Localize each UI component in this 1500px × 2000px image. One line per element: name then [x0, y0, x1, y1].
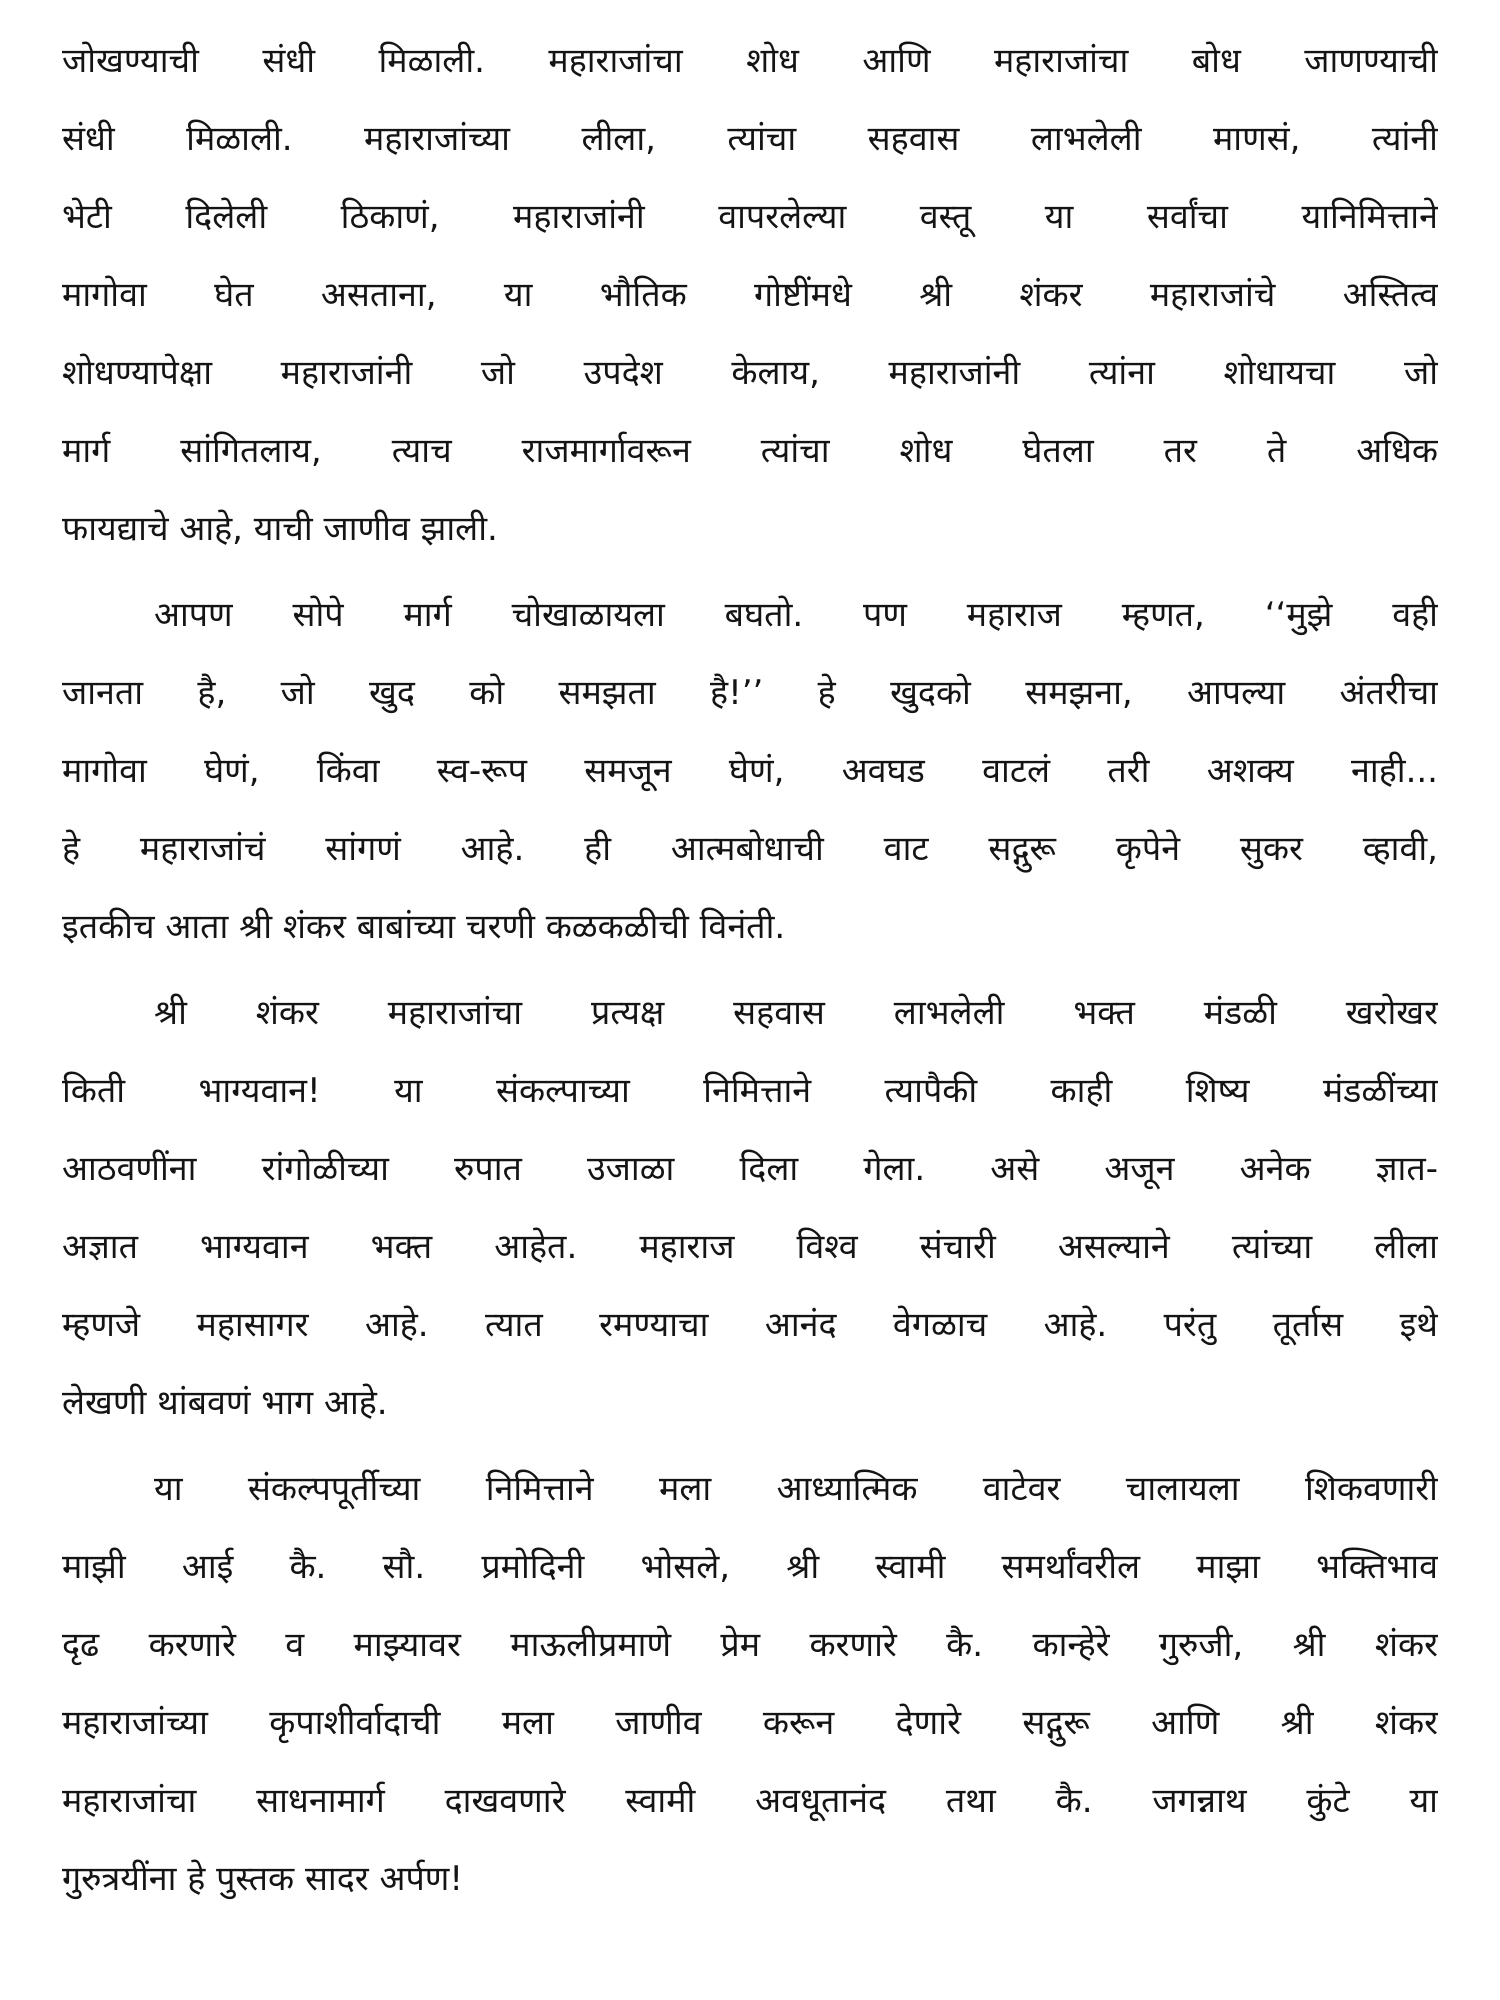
paragraph-3	[62, 974, 1438, 1442]
text-line: या संकल्पपूर्तीच्या निमित्ताने मला आध्यात्मिक वाटेवर चालायला शिकवणारी	[154, 1469, 1438, 1509]
text-line: इतकीच आता श्री शंकर बाबांच्या चरणी कळकळीची विनंती.	[62, 907, 786, 947]
text-line: मागोवा घेणं, किंवा स्व-रूप समजून घेणं, अवघड वाटलं तरी अशक्य नाही...	[62, 751, 1438, 791]
paragraph-2	[62, 576, 1438, 966]
text-line: जानता है, जो खुद को समझता है!’’ हे खुदको समझना, आपल्या अंतरीचा	[62, 673, 1438, 713]
text-line: गुरुत्रयींना हे पुस्तक सादर अर्पण!	[62, 1859, 464, 1899]
paragraph-4	[62, 1450, 1438, 1918]
text-line: म्हणजे महासागर आहे. त्यात रमण्याचा आनंद वेगळाच आहे. परंतु तूर्तास इथे	[62, 1305, 1438, 1345]
text-line: आठवणींना रांगोळीच्या रुपात उजाळा दिला गेला. असे अजून अनेक ज्ञात-	[62, 1149, 1438, 1189]
text-line: दृढ करणारे व माझ्यावर माऊलीप्रमाणे प्रेम करणारे कै. कान्हेरे गुरुजी, श्री शंकर	[62, 1625, 1438, 1665]
text-line: आपण सोपे मार्ग चोखाळायला बघतो. पण महाराज म्हणत, ‘‘मुझे वही	[154, 595, 1438, 635]
text-line: जोखण्याची संधी मिळाली. महाराजांचा शोध आणि महाराजांचा बोध जाणण्याची	[62, 41, 1438, 81]
paragraph-1	[62, 22, 1438, 568]
text-line: किती भाग्यवान! या संकल्पाच्या निमित्ताने त्यापैकी काही शिष्य मंडळींच्या	[62, 1071, 1438, 1111]
text-line: हे महाराजांचं सांगणं आहे. ही आत्मबोधाची वाट सद्गुरू कृपेने सुकर व्हावी,	[62, 829, 1438, 869]
paragraph-gap	[62, 1442, 1438, 1450]
text-line: मार्ग सांगितलाय, त्याच राजमार्गावरून त्यांचा शोध घेतला तर ते अधिक	[62, 431, 1438, 471]
text-line: भेटी दिलेली ठिकाणं, महाराजांनी वापरलेल्या वस्तू या सर्वांचा यानिमित्ताने	[62, 197, 1438, 237]
text-line: माझी आई कै. सौ. प्रमोदिनी भोसले, श्री स्वामी समर्थांवरील माझा भक्तिभाव	[62, 1547, 1438, 1587]
text-line: श्री शंकर महाराजांचा प्रत्यक्ष सहवास लाभलेली भक्त मंडळी खरोखर	[154, 993, 1438, 1033]
text-line: लेखणी थांबवणं भाग आहे.	[62, 1383, 388, 1423]
text-line: महाराजांच्या कृपाशीर्वादाची मला जाणीव करून देणारे सद्गुरू आणि श्री शंकर	[62, 1703, 1438, 1743]
text-line: फायद्याचे आहे, याची जाणीव झाली.	[62, 509, 498, 549]
text-line: महाराजांचा साधनामार्ग दाखवणारे स्वामी अवधूतानंद तथा कै. जगन्नाथ कुंटे या	[62, 1781, 1438, 1821]
paragraph-gap	[62, 568, 1438, 576]
paragraph-gap	[62, 966, 1438, 974]
text-line: संधी मिळाली. महाराजांच्या लीला, त्यांचा सहवास लाभलेली माणसं, त्यांनी	[62, 119, 1438, 159]
text-line: शोधण्यापेक्षा महाराजांनी जो उपदेश केलाय, महाराजांनी त्यांना शोधायचा जो	[62, 353, 1438, 393]
text-line: अज्ञात भाग्यवान भक्त आहेत. महाराज विश्व संचारी असल्याने त्यांच्या लीला	[62, 1227, 1438, 1267]
text-line: मागोवा घेत असताना, या भौतिक गोष्टींमधे श्री शंकर महाराजांचे अस्तित्व	[62, 275, 1438, 315]
